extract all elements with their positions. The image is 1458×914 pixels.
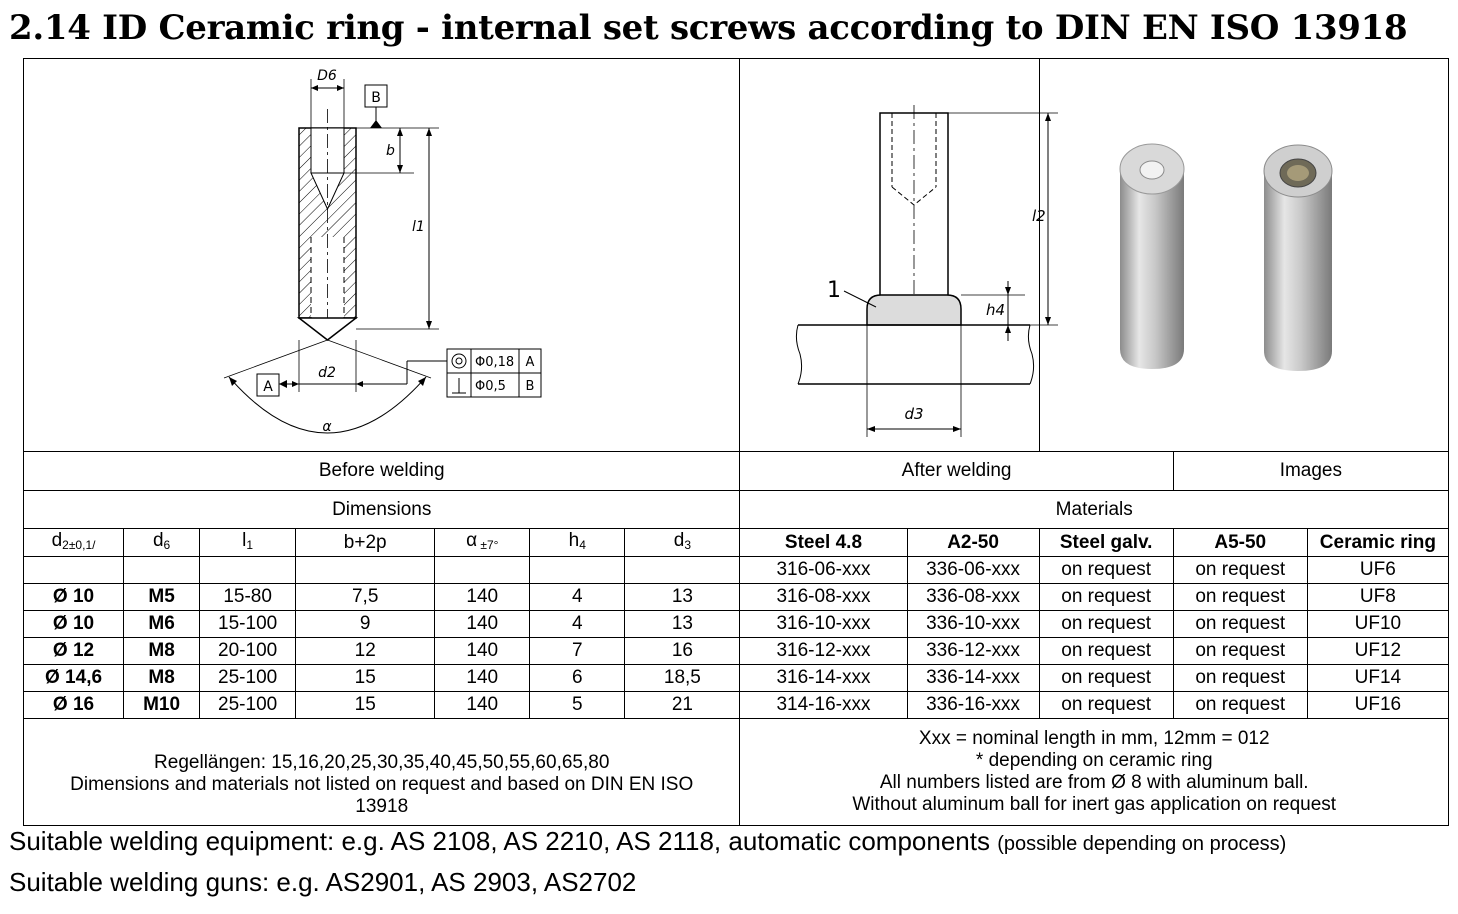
cell-material-0: 316-14-xxx [740, 665, 907, 692]
cell-d2: Ø 12 [24, 638, 124, 665]
stud-before-welding-drawing [24, 59, 740, 445]
footer-equipment-text: Suitable welding equipment: e.g. AS 2108, AS 2210, AS 2118, automatic components [9, 826, 990, 856]
cell-material-1: 336-06-xxx [907, 557, 1039, 584]
notes-left [24, 719, 740, 826]
cell-d6 [124, 557, 200, 584]
cell-l1 [200, 557, 296, 584]
cell-b2p: 15 [296, 665, 435, 692]
note-inert-gas: Without aluminum ball for inert gas application on request [852, 794, 1337, 815]
cell-alpha: 140 [435, 611, 530, 638]
cell-d3: 13 [625, 584, 740, 611]
stud-photo-illustration [1068, 59, 1420, 445]
cell-d2: Ø 16 [24, 692, 124, 719]
h4-label: h4 [986, 301, 1006, 319]
cell-material-4: UF12 [1307, 638, 1448, 665]
cell-l1: 15-80 [200, 584, 296, 611]
header-steel-galv: Steel galv. [1039, 529, 1173, 557]
cell-material-0: 316-10-xxx [740, 611, 907, 638]
l2-label: l2 [1032, 207, 1047, 225]
caption-images: Images [1173, 452, 1448, 491]
stud-internal-thread-image [1264, 145, 1332, 371]
spec-table [23, 58, 1449, 826]
cell-d3 [625, 557, 740, 584]
table-row [24, 692, 1449, 719]
table-row [24, 611, 1449, 638]
cell-material-4: UF6 [1307, 557, 1448, 584]
datum-a-label: A [263, 379, 273, 395]
header-d2: $d_{2\pm 0,1/}$ [24, 529, 124, 557]
tolerance-datum-b: B [525, 379, 535, 394]
cell-h4 [530, 557, 625, 584]
tolerance-concentricity-value: Φ0,18 [475, 355, 515, 370]
cell-d6: M10 [124, 692, 200, 719]
cell-h4: 7 [530, 638, 625, 665]
cell-d6: M8 [124, 638, 200, 665]
alpha-label: α [322, 419, 332, 435]
header-steel-48: Steel 4.8 [740, 529, 907, 557]
cell-alpha: 140 [435, 692, 530, 719]
stud-with-ball-image [1120, 144, 1184, 369]
cell-material-3: on request [1173, 638, 1307, 665]
cell-material-2: on request [1039, 611, 1173, 638]
cell-d2 [24, 557, 124, 584]
cell-material-0: 314-16-xxx [740, 692, 907, 719]
note-aluminum-ball: All numbers listed are from Ø 8 with aluminum ball. [879, 772, 1309, 793]
cell-l1: 25-100 [200, 692, 296, 719]
caption-after-welding: After welding [740, 452, 1173, 491]
cell-b2p: 15 [296, 692, 435, 719]
cell-d3: 18,5 [625, 665, 740, 692]
header-ceramic-ring: Ceramic ring [1307, 529, 1448, 557]
header-a2-50: A2-50 [907, 529, 1039, 557]
d2-label: d2 [318, 365, 336, 381]
tolerance-datum-a: A [525, 355, 535, 370]
cell-material-4: UF14 [1307, 665, 1448, 692]
note-standard-lengths: Regellängen: 15,16,20,25,30,35,40,45,50,55,60,65,80 [154, 752, 610, 773]
after-welding-figure [740, 59, 1047, 452]
section-materials: Materials [740, 491, 1449, 529]
table-row [24, 665, 1449, 692]
ref-1-label: 1 [827, 278, 842, 303]
cell-l1: 25-100 [200, 665, 296, 692]
header-alpha: α $_{\pm 7^\circ}$ [435, 529, 530, 557]
footer-guns: Suitable welding guns: e.g. AS2901, AS 2903, AS2702 [9, 867, 637, 897]
cell-h4: 6 [530, 665, 625, 692]
header-h4: $h_4$ [530, 529, 625, 557]
cell-h4: 5 [530, 692, 625, 719]
cell-material-3: on request [1173, 584, 1307, 611]
cell-material-4: UF16 [1307, 692, 1448, 719]
cell-material-2: on request [1039, 584, 1173, 611]
cell-material-3: on request [1173, 611, 1307, 638]
l1-label: l1 [412, 219, 425, 235]
d3-label: d3 [904, 405, 924, 423]
cell-d2: Ø 10 [24, 611, 124, 638]
cell-d6: M8 [124, 665, 200, 692]
note-ceramic-ring: * depending on ceramic ring [975, 750, 1213, 771]
cell-alpha: 140 [435, 638, 530, 665]
header-l1: $l_1$ [200, 529, 296, 557]
before-welding-figure [24, 59, 740, 452]
cell-d6: M5 [124, 584, 200, 611]
header-d6: $d_6$ [124, 529, 200, 557]
tolerance-frame [447, 349, 541, 397]
cell-material-0: 316-06-xxx [740, 557, 907, 584]
header-d3: $d_3$ [625, 529, 740, 557]
cell-material-3: on request [1173, 665, 1307, 692]
footer-equipment [9, 826, 1286, 857]
cell-d2: Ø 10 [24, 584, 124, 611]
table-row [24, 638, 1449, 665]
cell-material-0: 316-08-xxx [740, 584, 907, 611]
cell-material-2: on request [1039, 638, 1173, 665]
datum-b-label: B [371, 90, 381, 106]
cell-h4: 4 [530, 584, 625, 611]
cell-alpha: 140 [435, 584, 530, 611]
cell-material-2: on request [1039, 557, 1173, 584]
cell-b2p: 7,5 [296, 584, 435, 611]
header-row [24, 529, 1449, 557]
cell-material-3: on request [1173, 557, 1307, 584]
cell-d3: 13 [625, 611, 740, 638]
cell-d3: 16 [625, 638, 740, 665]
cell-material-1: 336-14-xxx [907, 665, 1039, 692]
cell-b2p: 12 [296, 638, 435, 665]
cell-alpha: 140 [435, 665, 530, 692]
cell-l1: 15-100 [200, 611, 296, 638]
cell-b2p: 9 [296, 611, 435, 638]
cell-material-4: UF8 [1307, 584, 1448, 611]
cell-material-1: 336-08-xxx [907, 584, 1039, 611]
cell-l1: 20-100 [200, 638, 296, 665]
cell-h4: 4 [530, 611, 625, 638]
table-row [24, 557, 1449, 584]
section-dimensions: Dimensions [24, 491, 740, 529]
cell-material-4: UF10 [1307, 611, 1448, 638]
product-images [1039, 59, 1448, 452]
note-nominal-length: Xxx = nominal length in mm, 12mm = 012 [918, 728, 1270, 749]
cell-d6: M6 [124, 611, 200, 638]
cell-d2: Ø 14,6 [24, 665, 124, 692]
cell-b2p [296, 557, 435, 584]
cell-alpha [435, 557, 530, 584]
note-dimensions-on-request: Dimensions and materials not listed on request and based on DIN EN ISO 13918 [70, 774, 694, 817]
cell-material-1: 336-16-xxx [907, 692, 1039, 719]
header-b2p: b+2p [296, 529, 435, 557]
notes-right [740, 719, 1449, 826]
cell-material-1: 336-12-xxx [907, 638, 1039, 665]
cell-material-3: on request [1173, 692, 1307, 719]
caption-before-welding: Before welding [24, 452, 740, 491]
header-a5-50: A5-50 [1173, 529, 1307, 557]
cell-material-1: 336-10-xxx [907, 611, 1039, 638]
cell-d3: 21 [625, 692, 740, 719]
cell-material-0: 316-12-xxx [740, 638, 907, 665]
cell-material-2: on request [1039, 665, 1173, 692]
table-row [24, 584, 1449, 611]
page-title: 2.14 ID Ceramic ring - internal set screws according to DIN EN ISO 13918 [9, 8, 1408, 48]
footer-equipment-note: (possible depending on process) [997, 833, 1287, 855]
cell-material-2: on request [1039, 692, 1173, 719]
tolerance-perpendicularity-value: Φ0,5 [475, 379, 506, 394]
b-label: b [386, 143, 395, 159]
d6-label: D6 [317, 68, 337, 84]
